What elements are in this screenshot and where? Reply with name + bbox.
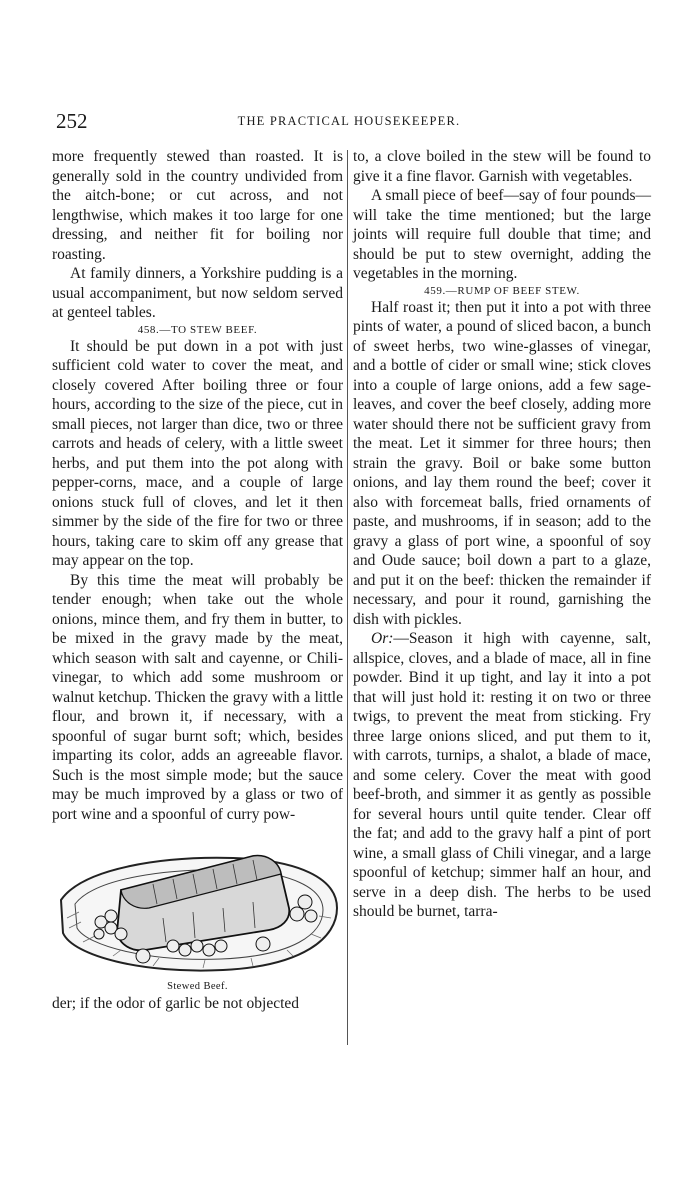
recipe-459-paragraph-2 [353, 629, 651, 922]
continued-line: der; if the odor of garlic be not objected [52, 995, 300, 1012]
recipe-458-paragraph-1: It should be put down in a pot with just sufficient cold water to cover the meat, and closely covered After boiling three or four hours, according to the size of the piece, cut in small pieces, not larger than dice, two or three carrots and heads of celery, with a little sweet herbs, and put them into the pot along with pepper-corns, mace, and a couple of large onions stuck full of cloves, and let it then simmer by the side of the fire for two or three hours, taking care to skim off any grease that may appear on the top. [52, 337, 343, 569]
recipe-458-heading: 458.—TO STEW BEEF. [137, 323, 258, 336]
recipe-459-paragraph-2-text: —Season it high with cayenne, salt, allspice, cloves, and a blade of mace, all in fine powder. Bind it up tight, and lay it into a pot that will just hold it: resting it on two or three twigs, to prevent the meat from sticking. Fry three large onions sliced, and put them to it, with carrots, turnips, a shalot, a blade of mace, and some celery. Cover the meat with good beef-broth, and simmer it as gently as possible for several hours until quite tender. Clear off the fat; and add to the gravy half a pint of port wine, a small glass of Chili vinegar, and a large spoonful of ketchup; simmer half an hour, and serve in a deep dish. The herbs to be used should be burnet, tarra- [353, 630, 651, 920]
intro-paragraph: more frequently stewed than roasted. It is generally sold in the country undivided from the aitch-bone; or cut across, and not lengthwise, which makes it too large for one dressing, and neither fit for boiling nor roasting. [52, 148, 343, 263]
left-column [52, 147, 343, 1014]
figure-caption: Stewed Beef. [167, 981, 228, 992]
stewed-beef-illustration [53, 838, 343, 978]
right-column [353, 147, 651, 922]
column-divider [347, 150, 348, 1045]
or-lead-in: Or: [371, 630, 394, 647]
page-number: 252 [56, 109, 88, 133]
page-header [46, 108, 652, 140]
small-piece-paragraph: A small piece of beef—say of four pounds—will take the time mentioned; but the large joints will require full double that time; and should be put to stew overnight, adding the vegetables in the morning. [353, 187, 651, 282]
recipe-459-paragraph-1: Half roast it; then put it into a pot with three pints of water, a pound of sliced bacon, a bunch of sweet herbs, two wine-glasses of vinegar, and a bottle of cider or small wine; stick cloves into a couple of large onions, add a few sage-leaves, and cover the beef closely, adding more water should there not be sufficient gravy from the meat. Let it simmer for three hours; then strain the gravy. Boil or bake some button onions, and lay them round the beef; cover it also with forcemeat balls, fried ornaments of paste, and mushrooms, if in season; add to the gravy a glass of port wine, a spoonful of soy and Oude sauce; boil down a part to a glaze, and put it on the beef: thicken the remainder if necessary, and pour it round, garnishing the dish with pickles. [353, 298, 651, 628]
recipe-459-heading: 459.—RUMP OF BEEF STEW. [424, 284, 580, 297]
continued-paragraph: to, a clove boiled in the stew will be found to give it a fine flavor. Garnish with vegetables. [353, 148, 651, 185]
stewed-beef-figure [52, 838, 343, 994]
recipe-458-paragraph-2: By this time the meat will probably be tender enough; when take out the whole onions, mince them, and fry them in butter, to be mixed in the gravy made by the meat, which season with salt and cayenne, or Chili-vinegar, to which add some mushroom or walnut ketchup. Thicken the gravy with a little flour, and brown it, if necessary, with a spoonful of sugar burnt soft; which, besides imparting its color, adds an agreeable flavor. Such is the most simple mode; but the sauce may be much improved by a glass or two of port wine and a spoonful of curry pow- [52, 571, 343, 823]
running-title: THE PRACTICAL HOUSEKEEPER. [237, 114, 461, 128]
yorkshire-pudding-paragraph: At family dinners, a Yorkshire pudding is a usual accompaniment, but now seldom served at genteel tables. [52, 265, 343, 321]
